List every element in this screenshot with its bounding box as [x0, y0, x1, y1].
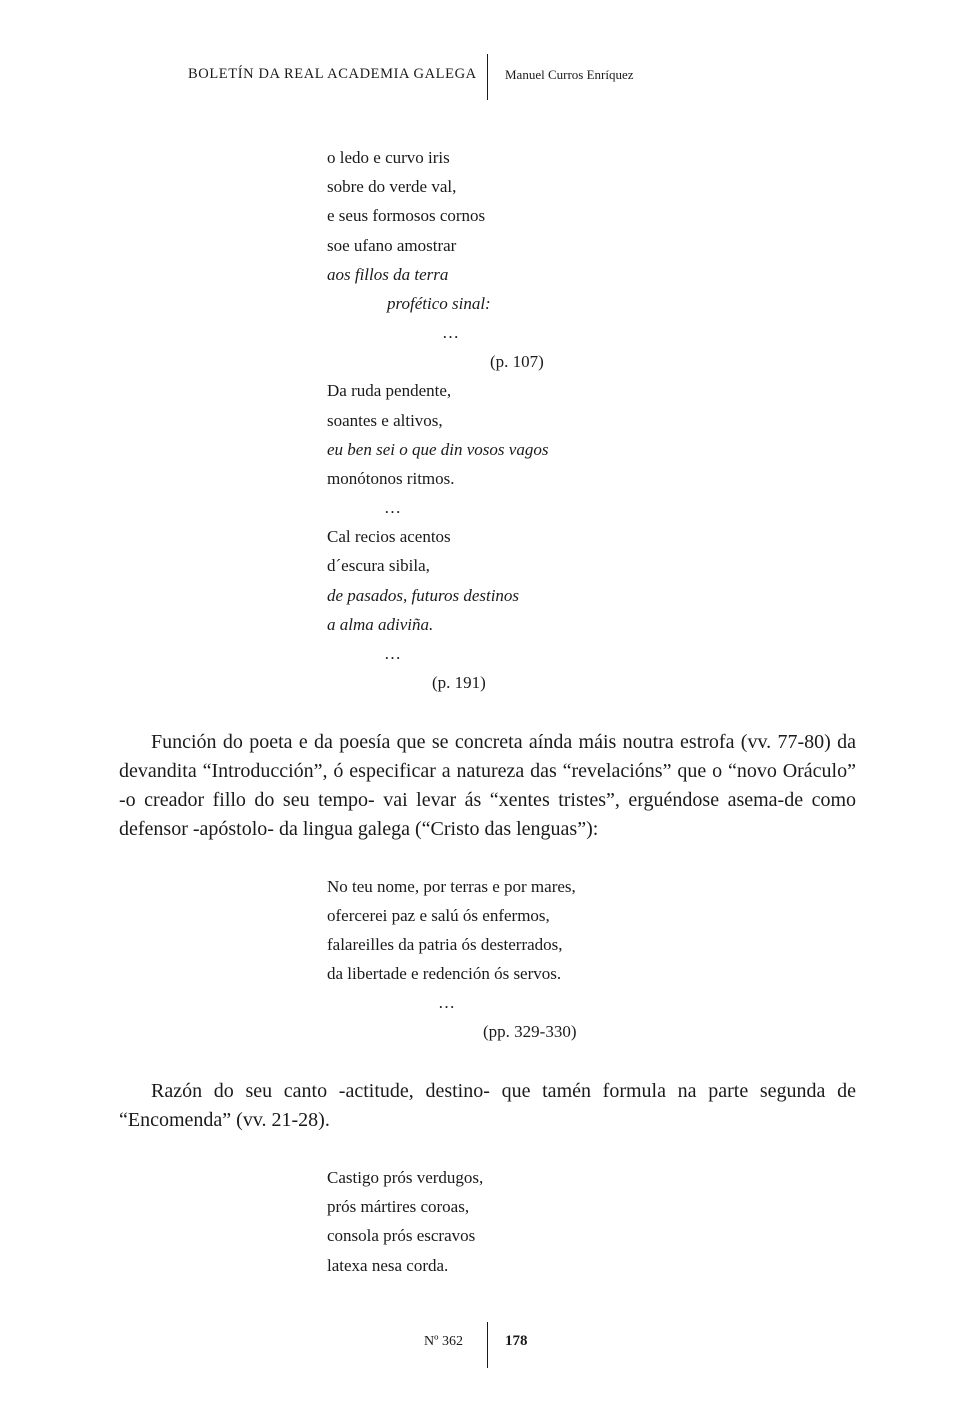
body-paragraph-2: [119, 1077, 856, 1135]
page-reference: (pp. 329-330): [483, 1022, 577, 1041]
footer-divider: [487, 1322, 488, 1368]
verse-line: o ledo e curvo iris: [327, 148, 450, 167]
verse-line: Da ruda pendente,: [327, 381, 452, 400]
header-divider: [487, 54, 488, 100]
verse-line: consola prós escravos: [327, 1226, 476, 1245]
verse-line: soantes e altivos,: [327, 411, 443, 430]
verse-line: eu ben sei o que din vosos vagos: [327, 440, 549, 459]
verse-line: aos fillos da terra: [327, 265, 449, 284]
paragraph-text: Función do poeta e da poesía que se concreta aínda máis noutra estrofa (vv. 77-80) da devandita “Introducción”, ó especificar a natureza das “revelacións” que o “novo Oráculo” -o creador fillo do seu tempo- vai levar ás “xentes tristes”, erguéndose asema-de como defensor -apóstolo- da lingua galega (“Cristo das lenguas”):: [119, 731, 856, 840]
page-reference: (p. 191): [432, 673, 486, 692]
verse-line: ofercerei paz e salú ós enfermos,: [327, 906, 550, 925]
verse-line: Castigo prós verdugos,: [327, 1168, 484, 1187]
verse-line: prós mártires coroas,: [327, 1197, 470, 1216]
verse-line: monótonos ritmos.: [327, 469, 455, 488]
page-number: 178: [505, 1333, 528, 1349]
verse-line: No teu nome, por terras e por mares,: [327, 877, 576, 896]
page-reference: (p. 107): [490, 352, 544, 371]
verse-line: d´escura sibila,: [327, 556, 430, 575]
verse-line: a alma adiviña.: [327, 615, 434, 634]
verse-line: latexa nesa corda.: [327, 1256, 449, 1275]
running-author: Manuel Curros Enríquez: [505, 67, 634, 82]
verse-line: sobre do verde val,: [327, 177, 457, 196]
verse-line: Cal recios acentos: [327, 527, 451, 546]
journal-title: BOLETÍN DA REAL ACADEMIA GALEGA: [188, 66, 477, 82]
ellipsis: …: [442, 323, 459, 342]
ellipsis: …: [384, 644, 401, 663]
ellipsis: …: [438, 993, 455, 1012]
ellipsis: …: [384, 498, 401, 517]
verse-line: e seus formosos cornos: [327, 206, 486, 225]
paragraph-text: Razón do seu canto -actitude, destino- que tamén formula na parte segunda de “Encomenda” (vv. 21-28).: [119, 1080, 856, 1131]
body-paragraph-1: [119, 728, 856, 844]
issue-number: Nº 362: [424, 1334, 463, 1349]
verse-line: de pasados, futuros destinos: [327, 586, 520, 605]
verse-line: profético sinal:: [387, 294, 491, 313]
verse-line: falareilles da patria ós desterrados,: [327, 935, 563, 954]
verse-line: da libertade e redención ós servos.: [327, 964, 562, 983]
verse-line: soe ufano amostrar: [327, 236, 457, 255]
